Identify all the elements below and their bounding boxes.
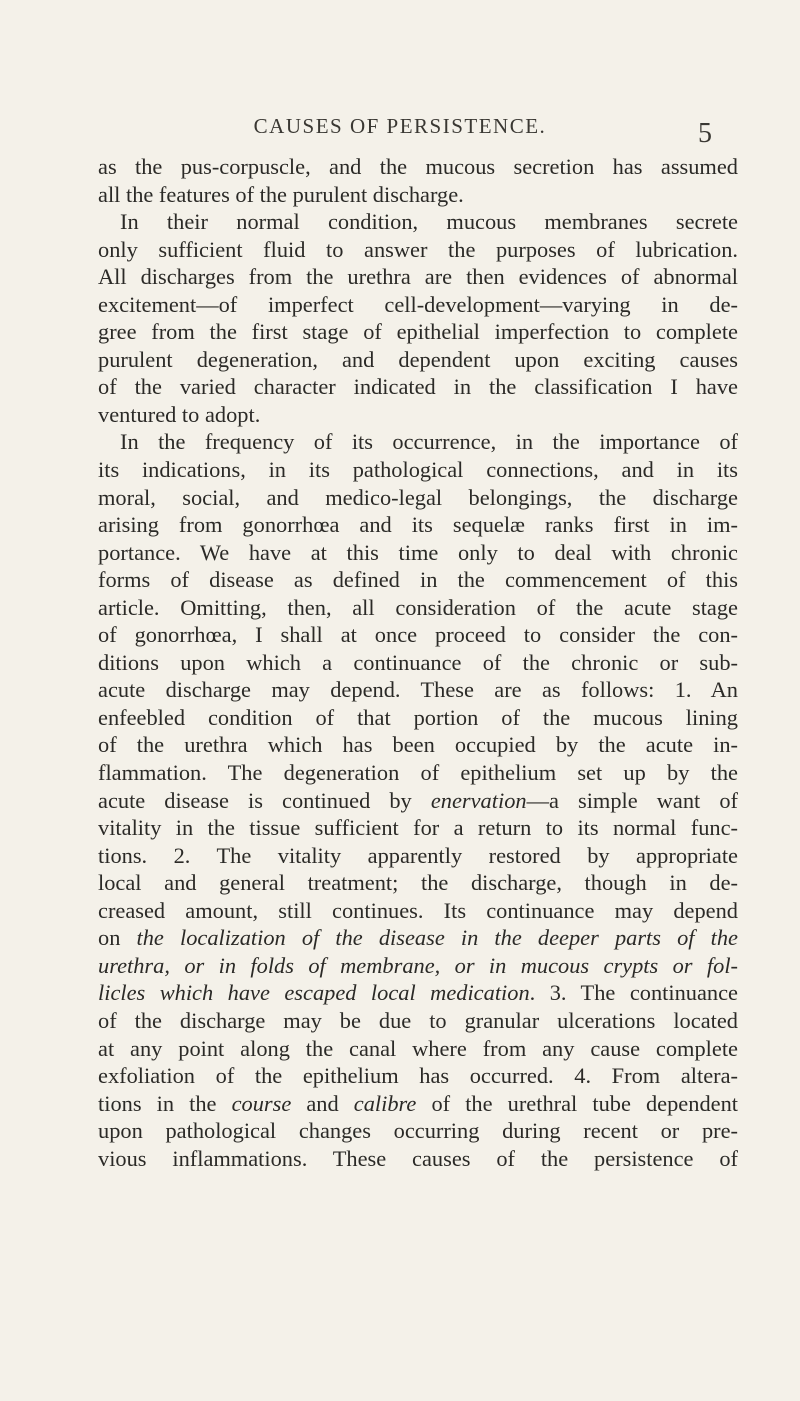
text-segment: upon pathological changes occurring during recent or pre-: [98, 1118, 738, 1144]
text-line: [98, 759, 738, 787]
text-line: [98, 511, 738, 539]
text-segment: article. Omitting, then, all consideration of the acute stage: [98, 594, 738, 620]
text-segment: creased amount, still continues. Its continuance may depend: [98, 897, 738, 923]
text-line: [98, 1062, 738, 1090]
text-line: [98, 263, 738, 291]
italic-phrase: calibre: [353, 1090, 417, 1116]
text-segment: tions. 2. The vitality apparently restored by appropriate: [98, 842, 738, 868]
text-line: [98, 484, 738, 512]
italic-phrase: urethra, or in folds of membrane, or in mucous crypts or fol-: [98, 952, 738, 978]
text-line: [98, 208, 738, 236]
text-segment: In the frequency of its occurrence, in the importance of: [120, 429, 738, 455]
text-segment: flammation. The degeneration of epithelium set up by the: [98, 760, 738, 786]
text-segment: local and general treatment; the discharge, though in de-: [98, 870, 738, 896]
text-segment: of the discharge may be due to granular ulcerations located: [98, 1007, 738, 1033]
text-line: [98, 594, 738, 622]
text-line: [98, 236, 738, 264]
text-line: [98, 539, 738, 567]
text-segment: portance. We have at this time only to deal with chronic: [98, 539, 738, 565]
text-line: [98, 1090, 738, 1118]
text-line: [98, 897, 738, 925]
text-segment: In their normal condition, mucous membranes secrete: [120, 209, 738, 235]
text-line: [98, 1007, 738, 1035]
italic-phrase: licles which have escaped local medication: [98, 980, 530, 1006]
text-line: [98, 621, 738, 649]
text-line: [98, 456, 738, 484]
italic-phrase: enervation: [430, 787, 527, 813]
text-line: [98, 428, 738, 456]
text-segment: acute discharge may depend. These are as follows: 1. An: [98, 677, 738, 703]
text-line: [98, 676, 738, 704]
text-segment: tions in the: [98, 1090, 232, 1116]
text-line: [98, 979, 738, 1007]
italic-phrase: the localization of the disease in the deeper parts of the: [136, 925, 738, 951]
text-segment: as the pus-corpuscle, and the mucous secretion has assumed: [98, 154, 738, 179]
text-segment: exfoliation of the epithelium has occurred. 4. From altera-: [98, 1063, 738, 1089]
text-line: [98, 318, 738, 346]
text-segment: acute disease is continued by: [98, 787, 431, 813]
text-line: [98, 731, 738, 759]
text-segment: excitement—of imperfect cell-development—varying in de-: [98, 291, 738, 317]
text-segment: enfeebled condition of that portion of the mucous lining: [98, 704, 738, 730]
running-head: CAUSES OF PERSISTENCE.: [253, 114, 547, 138]
text-segment: moral, social, and medico-legal belongings, the discharge: [98, 484, 738, 510]
text-segment: All discharges from the urethra are then evidences of abnormal: [98, 264, 738, 290]
text-segment: ventured to adopt.: [98, 401, 261, 427]
text-segment: purulent degeneration, and dependent upon exciting causes: [98, 346, 738, 372]
text-segment: forms of disease as defined in the commencement of this: [98, 567, 738, 593]
text-line: [98, 346, 738, 374]
text-line: [98, 291, 738, 319]
text-segment: ditions upon which a continuance of the chronic or sub-: [98, 649, 738, 675]
text-segment: only sufficient fluid to answer the purposes of lubrication.: [98, 236, 738, 262]
italic-phrase: course: [231, 1090, 292, 1116]
text-line: [98, 1035, 738, 1063]
text-segment: all the features of the purulent discharge.: [98, 181, 464, 207]
text-segment: of gonorrhœa, I shall at once proceed to consider the con-: [98, 622, 738, 648]
text-segment: of the urethra which has been occupied by the acute in-: [98, 732, 738, 758]
text-segment: at any point along the canal where from any cause complete: [98, 1035, 738, 1061]
text-line: [98, 924, 738, 952]
text-segment: vitality in the tissue sufficient for a return to its normal func-: [98, 815, 738, 841]
text-line: [98, 787, 738, 815]
text-line: [98, 181, 738, 209]
text-line: [98, 373, 738, 401]
text-segment: gree from the first stage of epithelial imperfection to complete: [98, 319, 738, 345]
text-line: [98, 153, 738, 181]
text-line: [98, 814, 738, 842]
text-line: [98, 649, 738, 677]
text-segment: vious inflammations. These causes of the persistence of: [98, 1145, 738, 1171]
text-line: [98, 566, 738, 594]
text-segment: its indications, in its pathological connections, and in its: [98, 457, 738, 483]
text-line: [98, 869, 738, 897]
text-line: [98, 401, 738, 429]
text-line: [98, 1117, 738, 1145]
text-segment: of the urethral tube dependent: [416, 1090, 738, 1116]
page-number: 5: [698, 118, 712, 149]
text-line: [98, 1145, 738, 1173]
text-line: [98, 842, 738, 870]
text-segment: on: [98, 925, 137, 951]
text-segment: of the varied character indicated in the classification I have: [98, 374, 738, 400]
text-line: [98, 704, 738, 732]
text-segment: arising from gonorrhœa and its sequelæ ranks first in im-: [98, 512, 738, 538]
text-segment: —a simple want of: [526, 787, 738, 813]
text-segment: and: [291, 1090, 354, 1116]
body-text: [98, 153, 738, 1172]
text-segment: . 3. The continuance: [529, 980, 738, 1006]
text-line: [98, 952, 738, 980]
